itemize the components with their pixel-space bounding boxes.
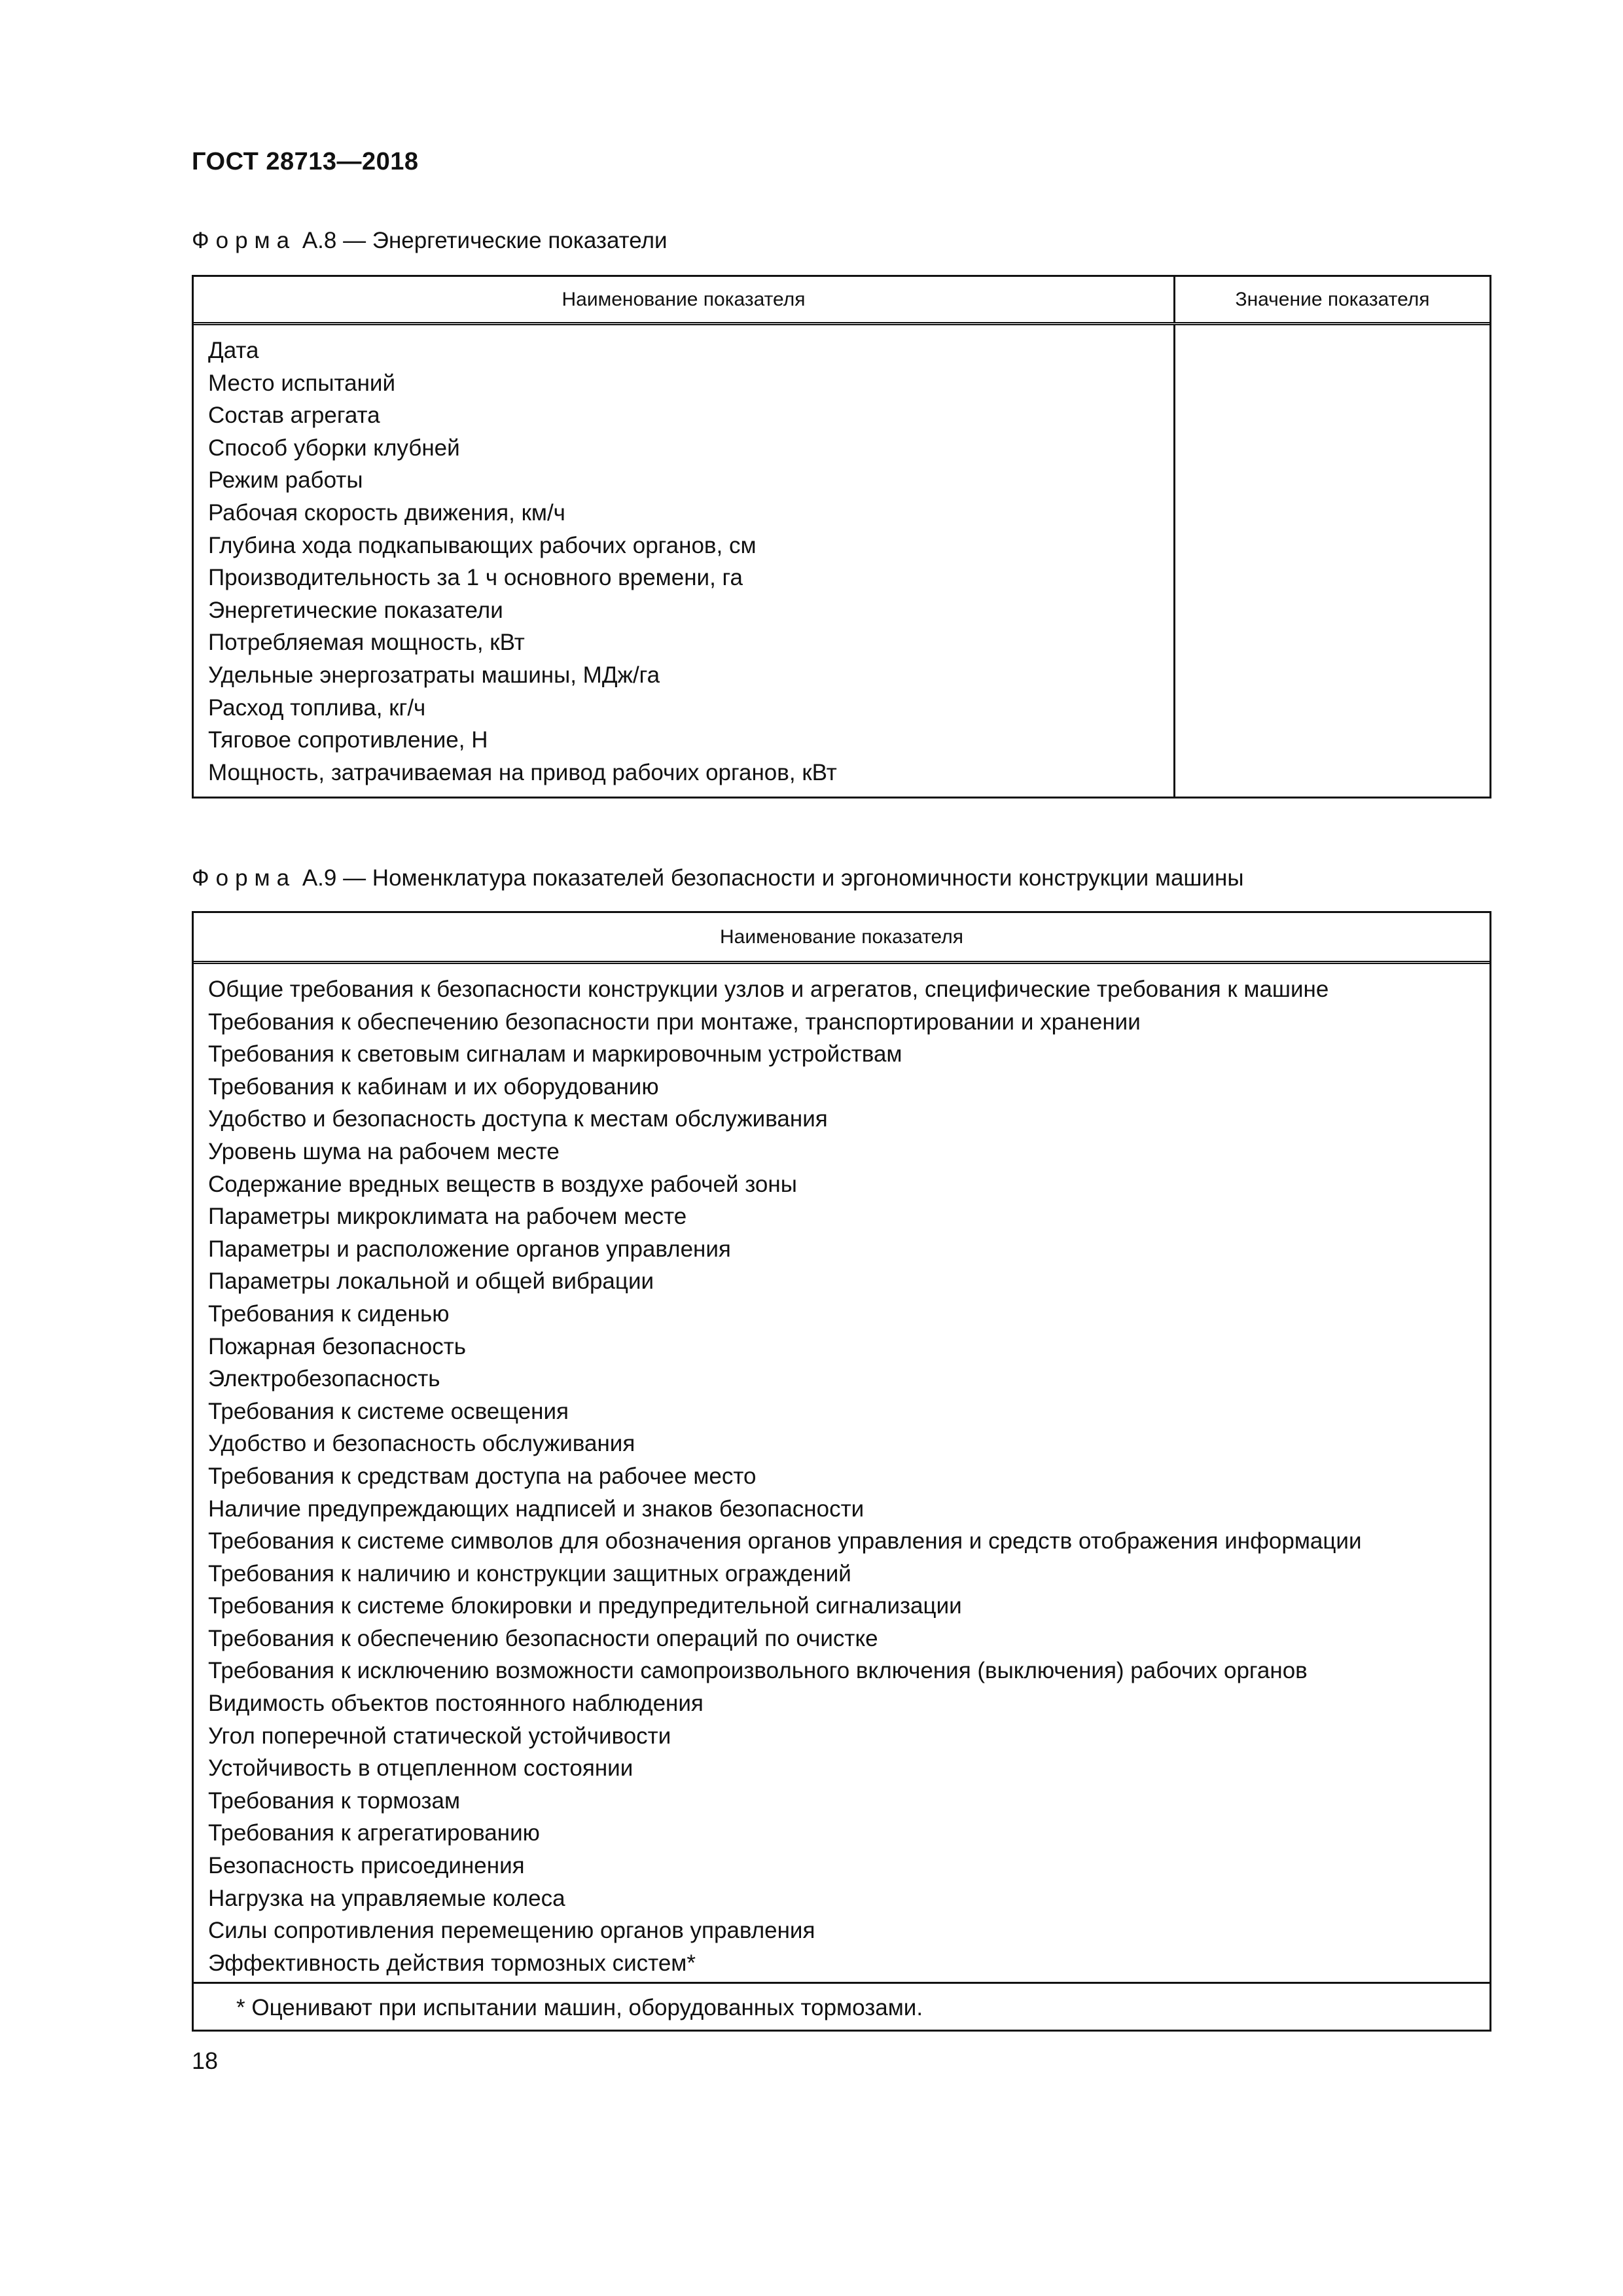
table-row: Наличие предупреждающих надписей и знаков безопасности [208, 1496, 865, 1522]
table-row: Требования к обеспечению безопасности операций по очистке [208, 1625, 878, 1651]
form-a9-table [192, 911, 1491, 2032]
table-row: Мощность, затрачиваемая на привод рабочих органов, кВт [208, 759, 837, 785]
form-a8-names-column [194, 325, 1173, 797]
table-row: Силы сопротивления перемещению органов управления [208, 1918, 815, 1944]
table-row: Требования к системе символов для обозначения органов управления и средств отображения информации [208, 1528, 1362, 1554]
table-row: Уровень шума на рабочем месте [208, 1138, 560, 1164]
table-row: Удобство и безопасность доступа к местам обслуживания [208, 1106, 828, 1132]
table-row: Производительность за 1 ч основного времени, га [208, 565, 743, 591]
table-row: Расход топлива, кг/ч [208, 694, 426, 721]
table-row: Общие требования к безопасности конструкции узлов и агрегатов, специфические требования к машине [208, 977, 1329, 1002]
table-row: Устойчивость в отцепленном состоянии [208, 1755, 633, 1782]
form-a8-table-body [194, 325, 1489, 797]
table-row: Видимость объектов постоянного наблюдения [208, 1691, 704, 1717]
form-a9-caption-text: А.9 — Номенклатура показателей безопасности и эргономичности конструкции машины [302, 865, 1244, 891]
table-row: Электробезопасность [208, 1366, 440, 1392]
table-row: Требования к кабинам и их оборудованию [208, 1073, 659, 1100]
form-a9-footnote: * Оценивают при испытании машин, оборудованных тормозами. [194, 1982, 1489, 2030]
table-row: Параметры локальной и общей вибрации [208, 1268, 654, 1295]
table-row: Пожарная безопасность [208, 1333, 466, 1359]
table-row: Глубина хода подкапывающих рабочих органов, см [208, 532, 757, 558]
form-a9-caption-prefix: Форма [192, 865, 296, 891]
table-row: Требования к наличию и конструкции защитных ограждений [208, 1560, 851, 1587]
table-row: Параметры и расположение органов управления [208, 1236, 731, 1262]
page-number: 18 [192, 2047, 219, 2074]
form-a9-col-name-header: Наименование показателя [720, 925, 963, 948]
table-row: Требования к исключению возможности самопроизвольного включения (выключения) рабочих органов [208, 1658, 1308, 1684]
table-row: Удельные энергозатраты машины, МДж/га [208, 662, 660, 688]
table-row: Эффективность действия тормозных систем* [208, 1950, 696, 1976]
form-a9-caption [192, 865, 1244, 891]
table-row: Требования к средствам доступа на рабочее место [208, 1463, 757, 1489]
form-a8-table-header [194, 277, 1489, 325]
form-a8-table [192, 275, 1491, 798]
table-row: Содержание вредных веществ в воздухе рабочей зоны [208, 1171, 797, 1197]
table-row: Требования к световым сигналам и маркировочным устройствам [208, 1041, 902, 1067]
table-row: Требования к агрегатированию [208, 1820, 540, 1846]
table-row: Состав агрегата [208, 403, 380, 429]
table-row: Тяговое сопротивление, Н [208, 727, 488, 753]
table-row: Параметры микроклимата на рабочем месте [208, 1204, 687, 1230]
table-row: Требования к сиденью [208, 1300, 450, 1327]
table-row: Способ уборки клубней [208, 435, 460, 461]
form-a8-col-name-header: Наименование показателя [562, 288, 806, 310]
table-row: Потребляемая мощность, кВт [208, 630, 525, 656]
document-header: ГОСТ 28713—2018 [192, 148, 419, 175]
table-row: Требования к системе освещения [208, 1398, 569, 1424]
form-a8-caption-text: А.8 — Энергетические показатели [302, 228, 668, 253]
table-row: Место испытаний [208, 370, 396, 396]
form-a8-values-column [1173, 325, 1489, 797]
table-row: Угол поперечной статической устойчивости [208, 1723, 671, 1749]
form-a8-caption-prefix: Форма [192, 228, 296, 253]
table-row: Безопасность присоединения [208, 1853, 525, 1879]
form-a8-col-value-header: Значение показателя [1173, 277, 1489, 322]
table-row: Энергетические показатели [208, 597, 503, 623]
table-row: Рабочая скорость движения, км/ч [208, 499, 565, 526]
table-row: Требования к обеспечению безопасности при монтаже, транспортировании и хранении [208, 1009, 1141, 1035]
table-row: Режим работы [208, 467, 363, 493]
form-a8-caption [192, 228, 668, 254]
table-row: Нагрузка на управляемые колеса [208, 1885, 565, 1911]
table-row: Удобство и безопасность обслуживания [208, 1431, 635, 1457]
form-a9-names-column [194, 964, 1489, 1982]
table-row: Требования к тормозам [208, 1787, 460, 1814]
table-row: Требования к системе блокировки и предупредительной сигнализации [208, 1593, 962, 1619]
form-a9-table-header [194, 913, 1489, 964]
table-row: Дата [208, 338, 259, 363]
